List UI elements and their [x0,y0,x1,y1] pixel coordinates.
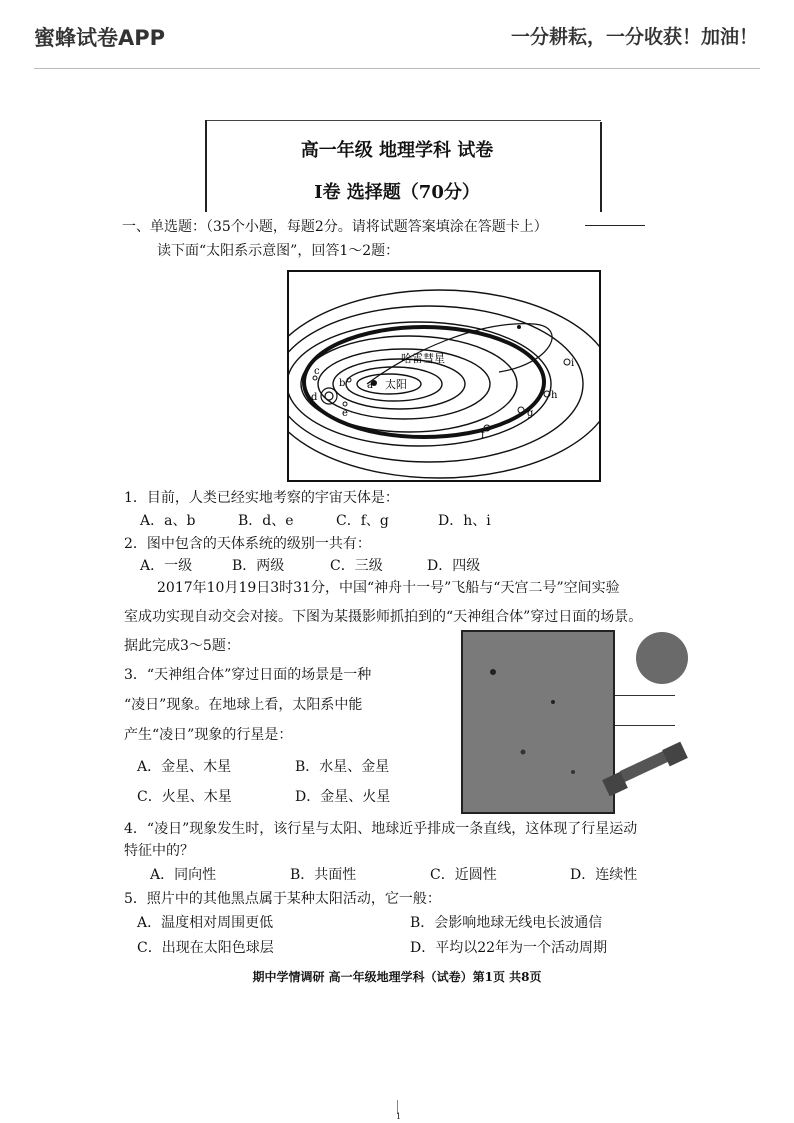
header-divider [34,68,760,69]
spacecraft-icon [600,740,690,800]
transit-photo-art [463,632,613,812]
q1-option-d: D．h、i [438,513,491,529]
planet-i [564,359,570,365]
q4-line-2: 特征中的？ [124,843,194,859]
q3-line-2: “凌日”现象。在地球上看，太阳系中能 [124,697,363,713]
planet-d [325,392,333,400]
q5-option-b: B．会影响地球无线电长波通信 [410,915,603,931]
header-slogan: 一分耕耘，一分收获！加油！ [510,26,758,48]
inset-line-2 [615,725,675,726]
q3-option-a: A．金星、木星 [137,759,232,775]
heading-line [585,225,645,226]
q3-line-3: 产生“凌日”现象的行星是： [124,727,293,743]
exam-title: 高一年级 地理学科 试卷 [300,140,494,161]
label-e: e [342,408,348,419]
title-box-top [205,120,601,121]
page-number: 1 [396,1112,402,1121]
q5-option-c: C．出现在太阳色球层 [137,940,274,956]
brand-logo-text: 蜜蜂试卷APP [34,26,166,50]
q3-option-b: B．水星、金星 [295,759,390,775]
q2-option-c: C．三级 [330,558,383,574]
exam-subtitle: Ⅰ卷 选择题（70分） [314,182,480,203]
q4-option-a: A．同向性 [150,867,217,883]
transit-photo [461,630,615,814]
inset-line-1 [615,695,675,696]
figure-intro: 读下面“太阳系示意图”，回答1～2题： [157,243,400,259]
q5-stem: 5．照片中的其他黑点属于某种太阳活动，它一般： [124,891,441,907]
q1-stem: 1．目前，人类已经实地考察的宇宙天体是： [124,490,399,506]
passage-line-2: 室成功实现自动交会对接。下图为某摄影师抓拍到的“天神组合体”穿过日面的场景。 [124,609,643,625]
label-d: d [311,392,318,403]
q4-line-1: 4．“凌日”现象发生时，该行星与太阳、地球近乎排成一条直线，这体现了行星运动 [124,821,638,837]
q4-option-d: D．连续性 [570,867,638,883]
q2-stem: 2．图中包含的天体系统的级别一共有： [124,536,371,552]
label-sun: 太阳 [385,378,407,391]
label-comet: 哈雷彗星 [401,352,445,365]
q1-option-a: A．a、b [140,513,196,529]
comet-dot [517,325,521,329]
q2-option-a: A．一级 [140,558,193,574]
solar-system-figure [287,270,601,482]
q1-option-b: B．d、e [238,513,294,529]
q5-option-a: A．温度相对周围更低 [137,915,274,931]
label-g: g [527,408,534,419]
q3-option-c: C．火星、木星 [137,789,232,805]
label-a: a [367,380,373,391]
page-footer: 期中学情调研 高一年级地理学科（试卷）第1页 共8页 [252,970,542,984]
orbit-6 [289,322,551,446]
q2-option-d: D．四级 [427,558,481,574]
label-b: b [339,378,346,389]
label-h: h [551,390,558,401]
q3-option-d: D．金星、火星 [295,789,391,805]
label-c: c [314,366,320,377]
q4-option-c: C．近圆性 [430,867,497,883]
section-heading: 一、单选题：（35个小题，每题2分。请将试题答案填涂在答题卡上） [122,219,548,235]
solar-system-diagram [289,272,599,480]
spacecraft-inset [600,740,690,800]
passage-line-3: 据此完成3～5题： [124,638,240,654]
q3-line-1: 3．“天神组合体”穿过日面的场景是一种 [124,667,372,683]
orbit-8 [289,290,599,478]
q1-option-c: C．f、g [336,513,389,529]
q2-option-b: B．两级 [232,558,285,574]
planet-e [343,402,347,406]
q5-option-d: D．平均以22年为一个活动周期 [410,940,608,956]
label-f: f [481,430,485,441]
q4-option-b: B．共面性 [290,867,357,883]
sun-inset-photo [636,632,688,684]
label-i: i [571,358,575,369]
passage-line-1: 2017年10月19日3时31分，中国“神舟十一号”飞船与“天宫二号”空间实验 [157,580,620,596]
